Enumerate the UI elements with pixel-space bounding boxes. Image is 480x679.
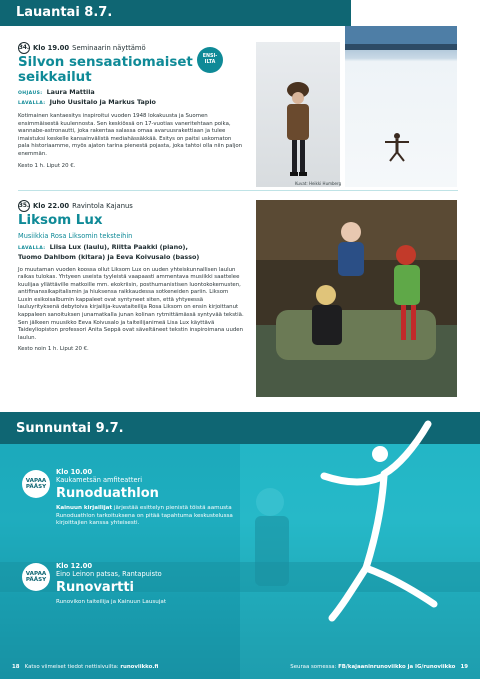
event-duration: Kesto noin 1 h. Liput 20 €. [18, 346, 89, 353]
sunday-event-runovartti [56, 562, 266, 607]
event-time: Klo 10.00 [56, 468, 93, 476]
section-divider [18, 190, 458, 191]
photo-credit: Kuvat: Heikki Humberg [295, 181, 342, 186]
director-credit [18, 88, 244, 98]
snow-field-photo [345, 26, 457, 187]
event-title: Liksom Lux [18, 213, 103, 228]
event-title: Silvon sensaatiomaiset seikkailut [18, 55, 193, 85]
event-description: Kotimainen kantaesitys inspiroitui vuoden 1948 lokakuusta ja Suomen ensimmäisestä kuulennosta. Sen keskiössä on 17-vuotias vaneritehtaan poika, wannabe-astronautti, joka rakentaa salassa omaa avaruusrakettiaan ja tulee imaistuksi keskelle kansainvälistä mediahässäkkää. Esitys on paitsi uskomaton pala historiaamme, myös ajaton tarina pienestä pojasta, joka tahtoi olla niin paljon enemmän. [18, 113, 243, 157]
event-description-text: järjestää esittelyn pienistä töistä aamusta Runoduathlon tarkoituksena on pitää tapahtuma keskustelussa kirjoittajien kanssa yhteisesti. [56, 505, 233, 527]
footer-left [12, 664, 158, 670]
event-title: Runovartti [56, 580, 134, 595]
stage-credit [18, 243, 244, 253]
premiere-badge-line1: ENSI- [202, 54, 218, 60]
day-heading-sunday: Sunnuntai 9.7. [16, 421, 124, 436]
website-link[interactable]: runoviikko.fi [120, 664, 159, 670]
page-number-right: 19 [460, 664, 468, 670]
event-number-badge: 34. [18, 42, 30, 54]
day-heading-saturday: Lauantai 8.7. [16, 5, 113, 20]
event-subtitle: Musiikkia Rosa Liksomin teksteihin [18, 231, 133, 240]
band-group-photo [256, 200, 457, 397]
event-description: Runovikon taiteilija ja Kainuun Lausujat [56, 599, 167, 605]
day-header-band [0, 0, 480, 26]
header-notch [351, 0, 480, 26]
director-label: OHJAUS: [18, 91, 43, 96]
event-number-badge: 35. [18, 200, 30, 212]
event-venue: Ravintola Kajanus [72, 202, 133, 210]
free-entry-line1: VAPAA [25, 570, 47, 577]
performer-standing-photo [256, 42, 340, 187]
free-entry-line2: PÄÄSY [25, 577, 47, 583]
stage-credit [18, 98, 244, 108]
festival-dancer-logo [318, 418, 438, 628]
stage-label: LAVALLA: [18, 245, 46, 251]
free-entry-line2: PÄÄSY [25, 484, 47, 490]
footer-right-text: Seuraa somessa: [290, 664, 337, 670]
event-time: Klo 12.00 [56, 562, 93, 570]
free-entry-badge [22, 470, 50, 498]
free-entry-badge [22, 563, 50, 591]
social-link[interactable]: FB/kajaaninrunoviikko ja IG/runoviikko [338, 664, 456, 670]
stage-performers: Juho Uusitalo ja Markus Tapio [49, 98, 156, 106]
page-number-left: 18 [12, 664, 20, 670]
page-footer [0, 656, 480, 679]
performers-line2-text: Tuomo Dahlbom (kitara) ja Eeva Koivusalo (basso) [18, 252, 200, 261]
event-time: Klo 22.00 [33, 202, 70, 210]
event-title: Runoduathlon [56, 486, 159, 501]
sunday-event-runoduathlon [56, 468, 266, 528]
event-time: Klo 19.00 [33, 44, 70, 52]
event-venue: Seminaarin näyttämö [72, 44, 146, 52]
event-duration: Kesto 1 h. Liput 20 €. [18, 162, 76, 169]
director-name: Laura Mattila [46, 88, 95, 96]
free-entry-line1: VAPAA [25, 477, 47, 484]
event-time-row [18, 200, 244, 212]
stage-label: LAVALLA: [18, 101, 46, 106]
event-venue: Eino Leinon patsas, Rantapuisto [56, 570, 162, 578]
event-35 [18, 200, 244, 352]
event-description-bold: Kainuun kirjailijat [56, 505, 113, 511]
event-venue: Kaukametsän amfiteatteri [56, 476, 143, 484]
performers-line2 [18, 253, 244, 262]
footer-left-text: Katso viimeiset tiedot nettisivuilta: [24, 664, 119, 670]
performers-line1: Liisa Lux (laulu), Riitta Paakki (piano), [49, 242, 188, 251]
premiere-badge [197, 47, 223, 73]
event-description: Jo muutaman vuoden koossa ollut Liksom Lux on uuden yhteiskunnallisen laulun raikas tulokas. Yhtyeen useista tyyleistä vaapaasti ammentava musiikki saattelee kuulijaa yllättäville matkoille mm. ekokriisin, posthumanistisen luontokokemusten, antifinanssikapitalismin ja hiuksensa raikkaudessa sotkeneiden pariin. Liksom Luxin esikoisalbumin kappaleet ovat syntyneet siten, että yhtyeessä lauluyrityksenä debytoiva kirjailija-kuvataiteilija Rosa Liksom on ensin kirjoittanut kappaleen sanoituksen junamatkalla junan kolinan rytmittämässä syntyvää tekstiä. Sen jälkeen muusikko Eeva Koivusalo ja taiteilijanimeä Lisa Lux käyttävä Taideyliopiston professori Anita Seppä ovat säveltäneet tekstin inspiroimana uuden laulun. [18, 266, 244, 341]
footer-right [290, 664, 468, 670]
premiere-badge-line2: ILTA [204, 60, 216, 65]
event-description [56, 505, 266, 528]
